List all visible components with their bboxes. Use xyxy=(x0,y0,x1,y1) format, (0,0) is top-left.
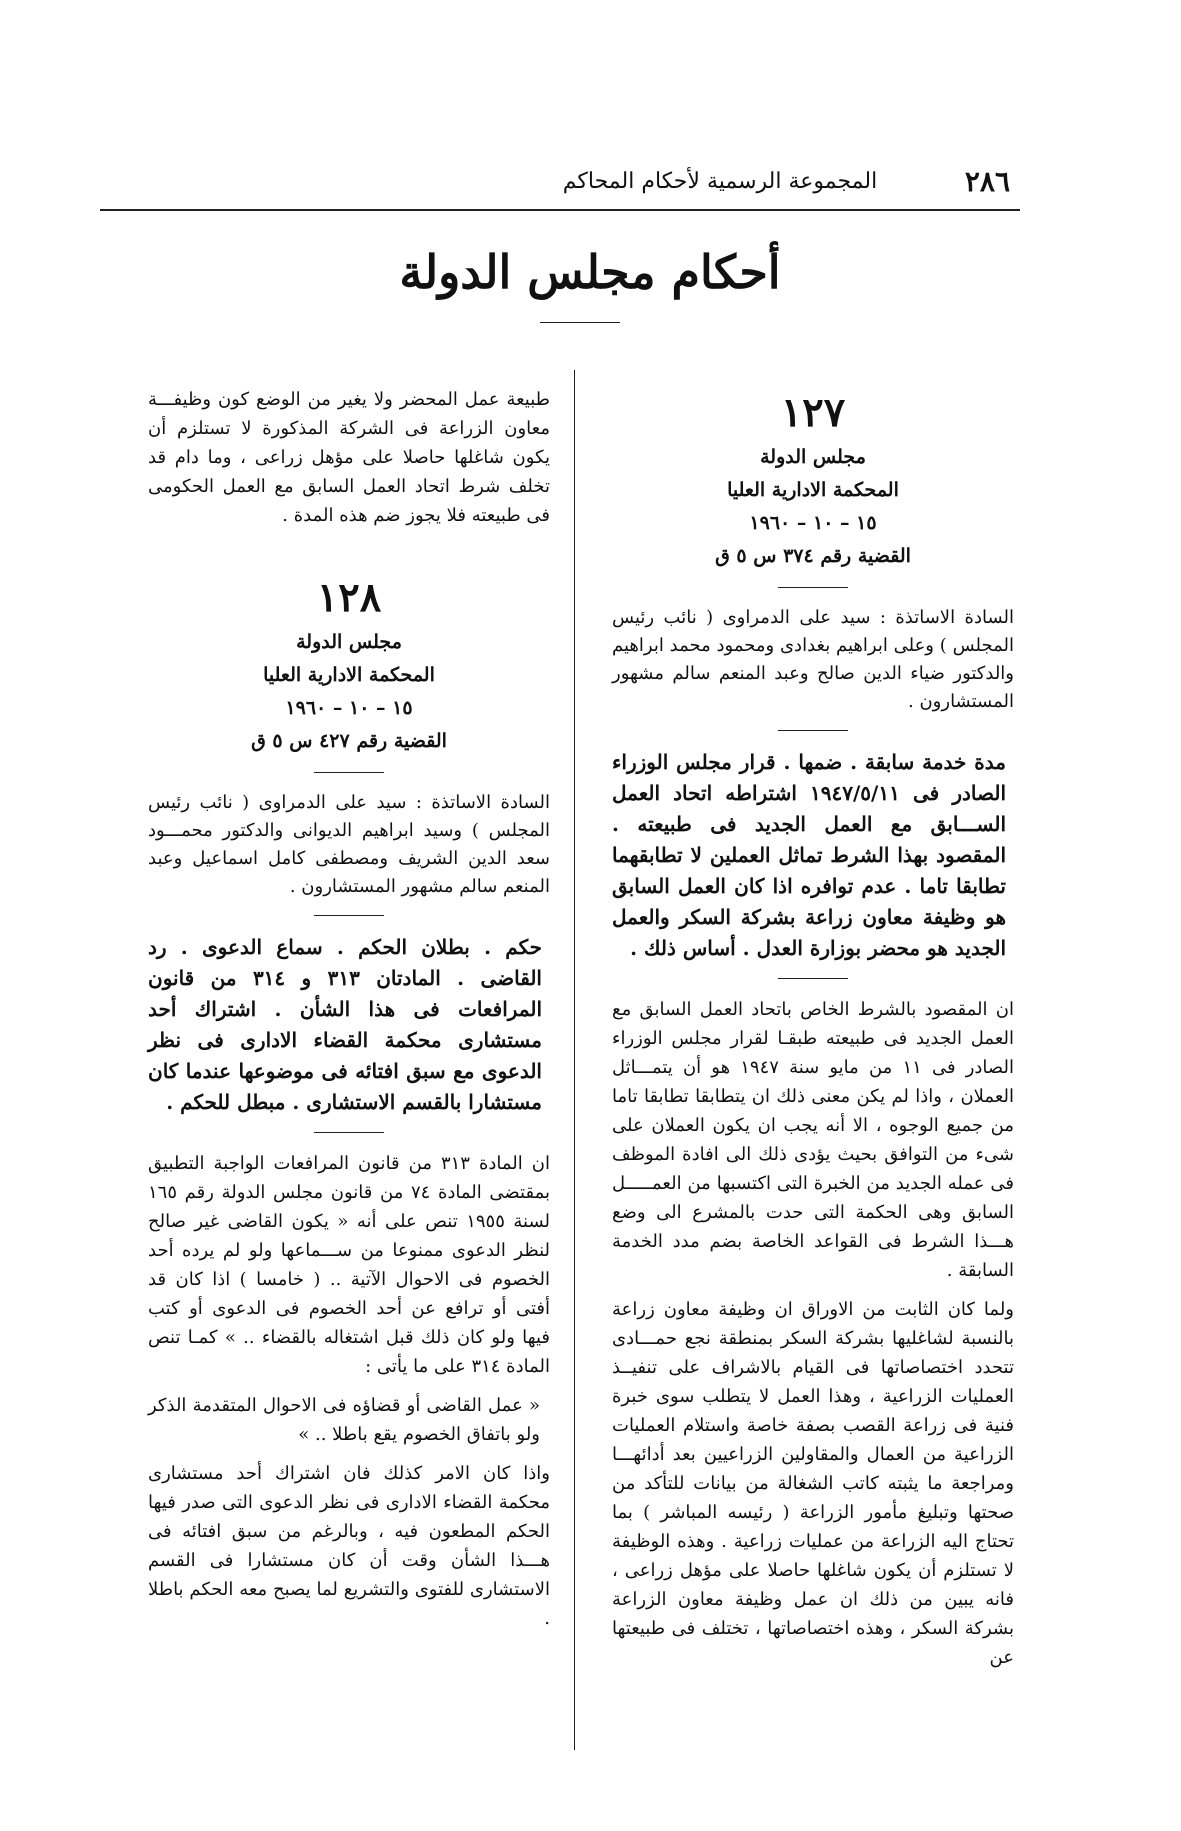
court-name: مجلس الدولة xyxy=(760,446,866,468)
divider xyxy=(778,978,848,979)
case-number: ١٢٨ xyxy=(316,574,382,621)
column-divider xyxy=(574,370,575,1750)
judges-panel: السادة الاساتذة : سيد على الدمراوى ( نائب رئيس المجلس ) وعلى ابراهيم بغدادى ومحمود محمد ابراهيم والدكتور ضياء الدين صالح وعبد المنعم سالم مشهور المستشارون . xyxy=(612,607,1014,712)
section-title: أحكام مجلس الدولة xyxy=(399,245,781,299)
page-header xyxy=(100,165,1020,211)
quoted-article: « عمل القاضى أو قضاؤه فى الاحوال المتقدمة الذكر ولو باتفاق الخصوم يقع باطلا .. » xyxy=(148,1395,540,1445)
case-reference: القضية رقم ٤٢٧ س ٥ ق xyxy=(251,730,447,752)
body-paragraph: واذا كان الامر كذلك فان اشتراك أحد مستشارى محكمة القضاء الادارى فى نظر الدعوى التى صدر فيها الحكم المطعون فيه ، وبالرغم من سبق افتائه فى هـــذا الشأن وقت أن كان مستشارا فى القسم الاستشارى للفتوى والتشريع لما يصبح معه الحكم باطلا . xyxy=(148,1463,550,1629)
case-summary: مدة خدمة سابقة . ضمها . قرار مجلس الوزراء الصادر فى ١٩٤٧/٥/١١ اشتراطه اتحاد العمل الســـابق مع العمل الجديد فى طبيعته . المقصود بهذا الشرط تماثل العملين لا تطابقهما تطابقا تاما . عدم توافره اذا كان العمل السابق هو وظيفة معاون زراعة بشركة السكر والعمل الجديد هو محضر بوزارة العدل . أساس ذلك . xyxy=(612,750,1006,960)
case-number: ١٢٧ xyxy=(780,389,846,436)
left-column xyxy=(148,385,550,1643)
case-summary: حكم . بطلان الحكم . سماع الدعوى . رد القاضى . المادتان ٣١٣ و ٣١٤ من قانون المرافعات فى هذا الشأن . اشتراك أحد مستشارى محكمة القضاء الادارى فى نظر الدعوى مع سبق افتائه فى موضوعها عندما كان مستشارا بالقسم الاستشارى . مبطل للحكم . xyxy=(148,935,542,1114)
page-number: ٢٨٦ xyxy=(964,165,1010,198)
divider xyxy=(314,915,384,916)
right-column xyxy=(612,385,1014,1682)
court-name: مجلس الدولة xyxy=(296,631,402,653)
chamber-name: المحكمة الادارية العليا xyxy=(727,479,899,501)
divider xyxy=(314,772,384,773)
divider xyxy=(314,1132,384,1133)
chamber-name: المحكمة الادارية العليا xyxy=(263,664,435,686)
divider xyxy=(778,587,848,588)
judges-panel: السادة الاساتذة : سيد على الدمراوى ( نائب رئيس المجلس ) وسيد ابراهيم الديوانى والدكتور محمـــود سعد الدين الشريف ومصطفى كامل اسماعيل وعبد المنعم سالم مشهور المستشارون . xyxy=(148,792,550,897)
judgment-date: ١٥ – ١٠ – ١٩٦٠ xyxy=(749,512,877,534)
body-paragraph: ان المادة ٣١٣ من قانون المرافعات الواجبة التطبيق بمقتضى المادة ٧٤ من قانون مجلس الدولة رقم ١٦٥ لسنة ١٩٥٥ تنص على أنه « يكون القاضى غير صالح لنظر الدعوى ممنوعا من ســـماعها ولو لم يرده أحد الخصوم فى الاحوال الآتية .. ( خامسا ) اذا كان قد أفتى أو ترافع عن أحد الخصوم فى الدعوى أو كتب فيها ولو كان ذلك قبل اشتغاله بالقضاء .. » كمـا تنص المادة ٣١٤ على ما يأتى : xyxy=(148,1153,550,1377)
case-reference: القضية رقم ٣٧٤ س ٥ ق xyxy=(715,545,911,567)
body-paragraph: ان المقصود بالشرط الخاص باتحاد العمل السابق مع العمل الجديد فى طبيعته طبقـا لقرار مجلس الوزراء الصادر فى ١١ من مايو سنة ١٩٤٧ هو أن يتمـــاثل العملان ، واذا لم يكن معنى ذلك ان يتطابقا تطابقا تاما من جميع الوجوه ، الا أنه يجب ان يكون العملان على شىء من التوافق بحيث يؤدى ذلك الى افادة الموظف فى عمله الجديد من الخبرة التى اكتسبها من العمـــــل السابق وهى الحكمة التى حدت بالمشرع الى وضع هـــذا الشرط فى القواعد الخاصة بضم مدد الخدمة السابقة . xyxy=(612,999,1014,1281)
judgment-date: ١٥ – ١٠ – ١٩٦٠ xyxy=(285,697,413,719)
running-title: المجموعة الرسمية لأحكام المحاكم xyxy=(562,169,878,194)
continuation-paragraph: طبيعة عمل المحضر ولا يغير من الوضع كون وظيفـــة معاون الزراعة فى الشركة المذكورة لا تستلزم أن يكون شاغلها حاصلا على مؤهل زراعى ، وما دام قد تخلف شرط اتحاد العمل السابق مع العمل الحكومى فى طبيعته فلا يجوز ضم هذه المدة . xyxy=(148,389,550,526)
title-divider xyxy=(540,322,620,323)
divider xyxy=(778,730,848,731)
body-paragraph: ولما كان الثابت من الاوراق ان وظيفة معاون زراعة بالنسبة لشاغليها بشركة السكر بمنطقة نجع حمـــادى تتحدد اختصاصاتها فى القيام بالاشراف على تنفيــذ العمليات الزراعية ، وهذا العمل لا يتطلب سوى خبرة فنية فى زراعة القصب بصفة خاصة واستلام العمليات الزراعية من العمال والمقاولين الزراعيين بعد أدائهـــا ومراجعة ما يثبته كاتب الشغالة من بيانات للتأكد من صحتها وتبليغ مأمور الزراعة ( رئيسه المباشر ) بما تحتاج اليه الزراعة من عمليات زراعية . وهذه الوظيفة لا تستلزم أن يكون شاغلها حاصلا على مؤهل زراعى ، فانه يبين من ذلك ان عمل وظيفة معاون الزراعة بشركة السكر ، وهذه اختصاصاتها ، تختلف فى طبيعتها عن xyxy=(612,1299,1014,1668)
